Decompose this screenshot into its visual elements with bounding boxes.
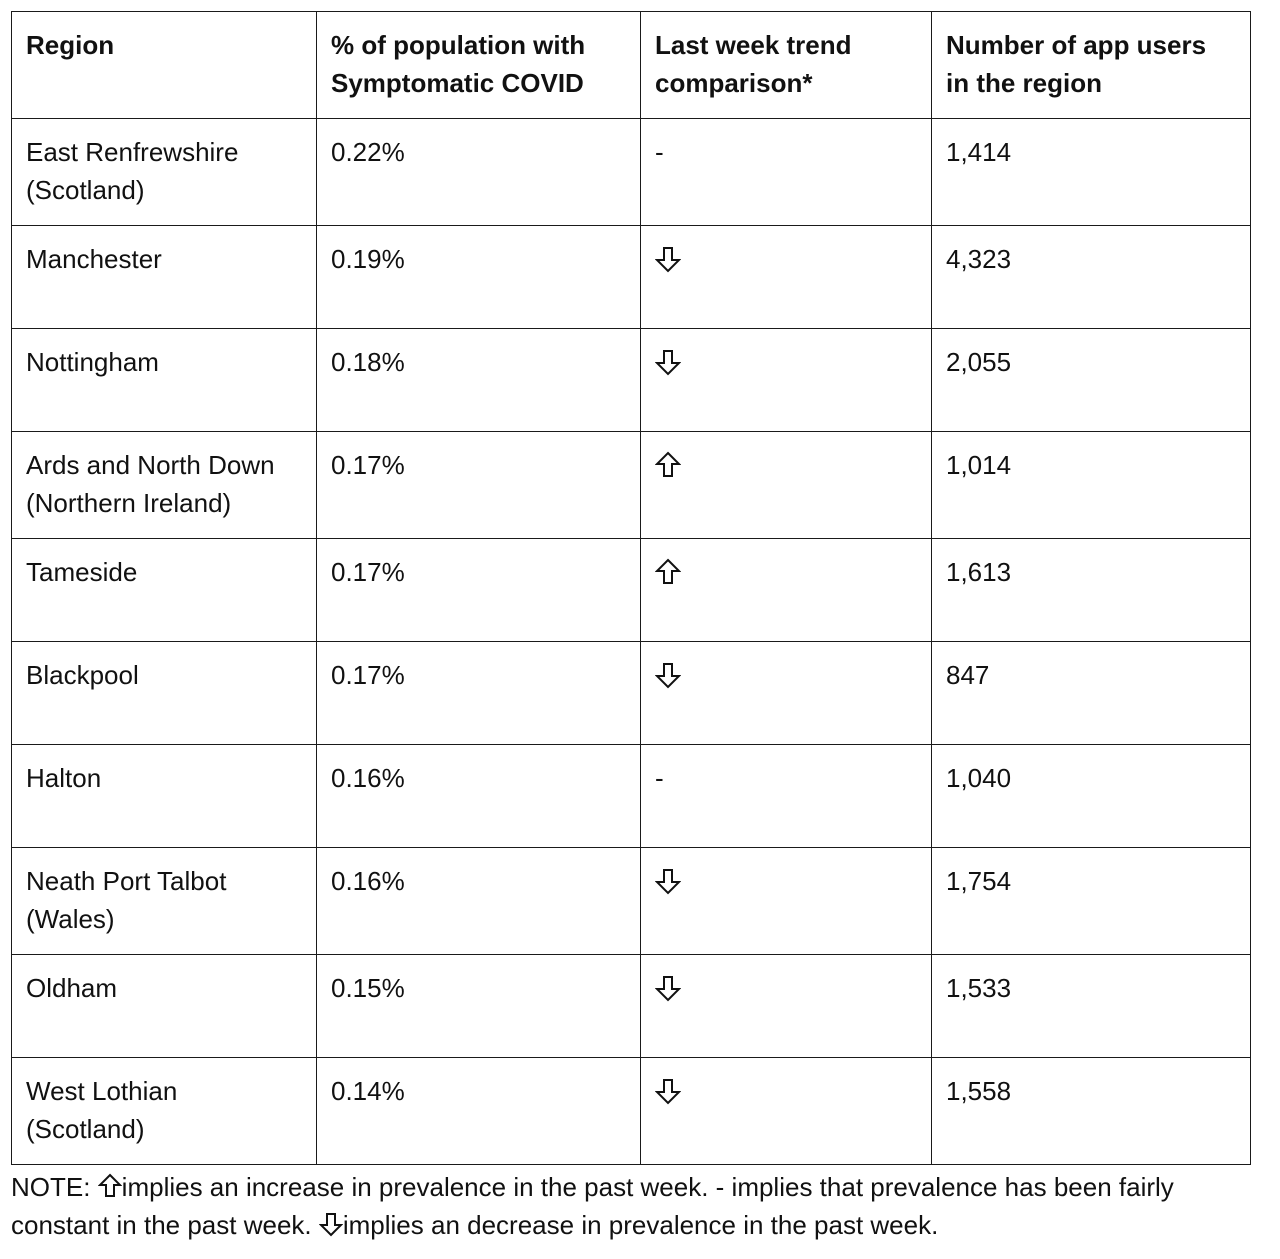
cell-trend [641, 226, 932, 329]
table-row [12, 955, 1251, 1058]
cell-users: 1,558 [932, 1058, 1251, 1165]
table-row [12, 642, 1251, 745]
cell-users: 1,414 [932, 119, 1251, 226]
cell-trend [641, 642, 932, 745]
cell-percent: 0.17% [317, 432, 641, 539]
header-region: Region [12, 12, 317, 119]
cell-users: 4,323 [932, 226, 1251, 329]
cell-users: 1,014 [932, 432, 1251, 539]
up-arrow-icon [98, 1172, 122, 1200]
header-users: Number of app users in the region [932, 12, 1251, 119]
cell-region: Manchester [12, 226, 317, 329]
table-row [12, 848, 1251, 955]
table-row [12, 329, 1251, 432]
header-percent: % of population with Symptomatic COVID [317, 12, 641, 119]
cell-region: Nottingham [12, 329, 317, 432]
note-up-text: implies an increase in prevalence in the past week. - implies that prevalence has been fairly constant in the past week. [11, 1172, 1174, 1240]
cell-users: 2,055 [932, 329, 1251, 432]
down-arrow-icon [655, 866, 681, 898]
cell-trend [641, 539, 932, 642]
no-change-dash: - [655, 137, 664, 167]
covid-prevalence-table [11, 11, 1251, 1165]
cell-users: 1,533 [932, 955, 1251, 1058]
cell-percent: 0.17% [317, 539, 641, 642]
header-trend: Last week trend comparison* [641, 12, 932, 119]
table-row [12, 1058, 1251, 1165]
cell-trend [641, 432, 932, 539]
table-row [12, 226, 1251, 329]
cell-percent: 0.19% [317, 226, 641, 329]
cell-users: 1,040 [932, 745, 1251, 848]
cell-region: East Renfrewshire (Scotland) [12, 119, 317, 226]
cell-region: Ards and North Down (Northern Ireland) [12, 432, 317, 539]
note-down-text: implies an decrease in prevalence in the past week. [342, 1210, 939, 1240]
cell-percent: 0.18% [317, 329, 641, 432]
up-arrow-icon [655, 557, 681, 589]
cell-trend [641, 848, 932, 955]
down-arrow-icon [655, 244, 681, 276]
cell-percent: 0.16% [317, 745, 641, 848]
cell-percent: 0.22% [317, 119, 641, 226]
down-arrow-icon [319, 1210, 343, 1238]
table-row [12, 745, 1251, 848]
cell-trend [641, 745, 932, 848]
note-prefix: NOTE: [11, 1172, 98, 1202]
table-header-row [12, 12, 1251, 119]
cell-region: Blackpool [12, 642, 317, 745]
table-row [12, 119, 1251, 226]
cell-users: 1,613 [932, 539, 1251, 642]
cell-trend [641, 119, 932, 226]
cell-trend [641, 1058, 932, 1165]
cell-percent: 0.15% [317, 955, 641, 1058]
cell-trend [641, 955, 932, 1058]
table-footnote [11, 1168, 1277, 1244]
cell-users: 847 [932, 642, 1251, 745]
cell-region: West Lothian (Scotland) [12, 1058, 317, 1165]
cell-users: 1,754 [932, 848, 1251, 955]
table-row [12, 432, 1251, 539]
cell-region: Neath Port Talbot (Wales) [12, 848, 317, 955]
cell-trend [641, 329, 932, 432]
cell-region: Tameside [12, 539, 317, 642]
table-row [12, 539, 1251, 642]
cell-percent: 0.17% [317, 642, 641, 745]
up-arrow-icon [655, 450, 681, 482]
down-arrow-icon [655, 973, 681, 1005]
cell-region: Halton [12, 745, 317, 848]
down-arrow-icon [655, 660, 681, 692]
down-arrow-icon [655, 1076, 681, 1108]
cell-region: Oldham [12, 955, 317, 1058]
no-change-dash: - [655, 763, 664, 793]
cell-percent: 0.14% [317, 1058, 641, 1165]
cell-percent: 0.16% [317, 848, 641, 955]
down-arrow-icon [655, 347, 681, 379]
